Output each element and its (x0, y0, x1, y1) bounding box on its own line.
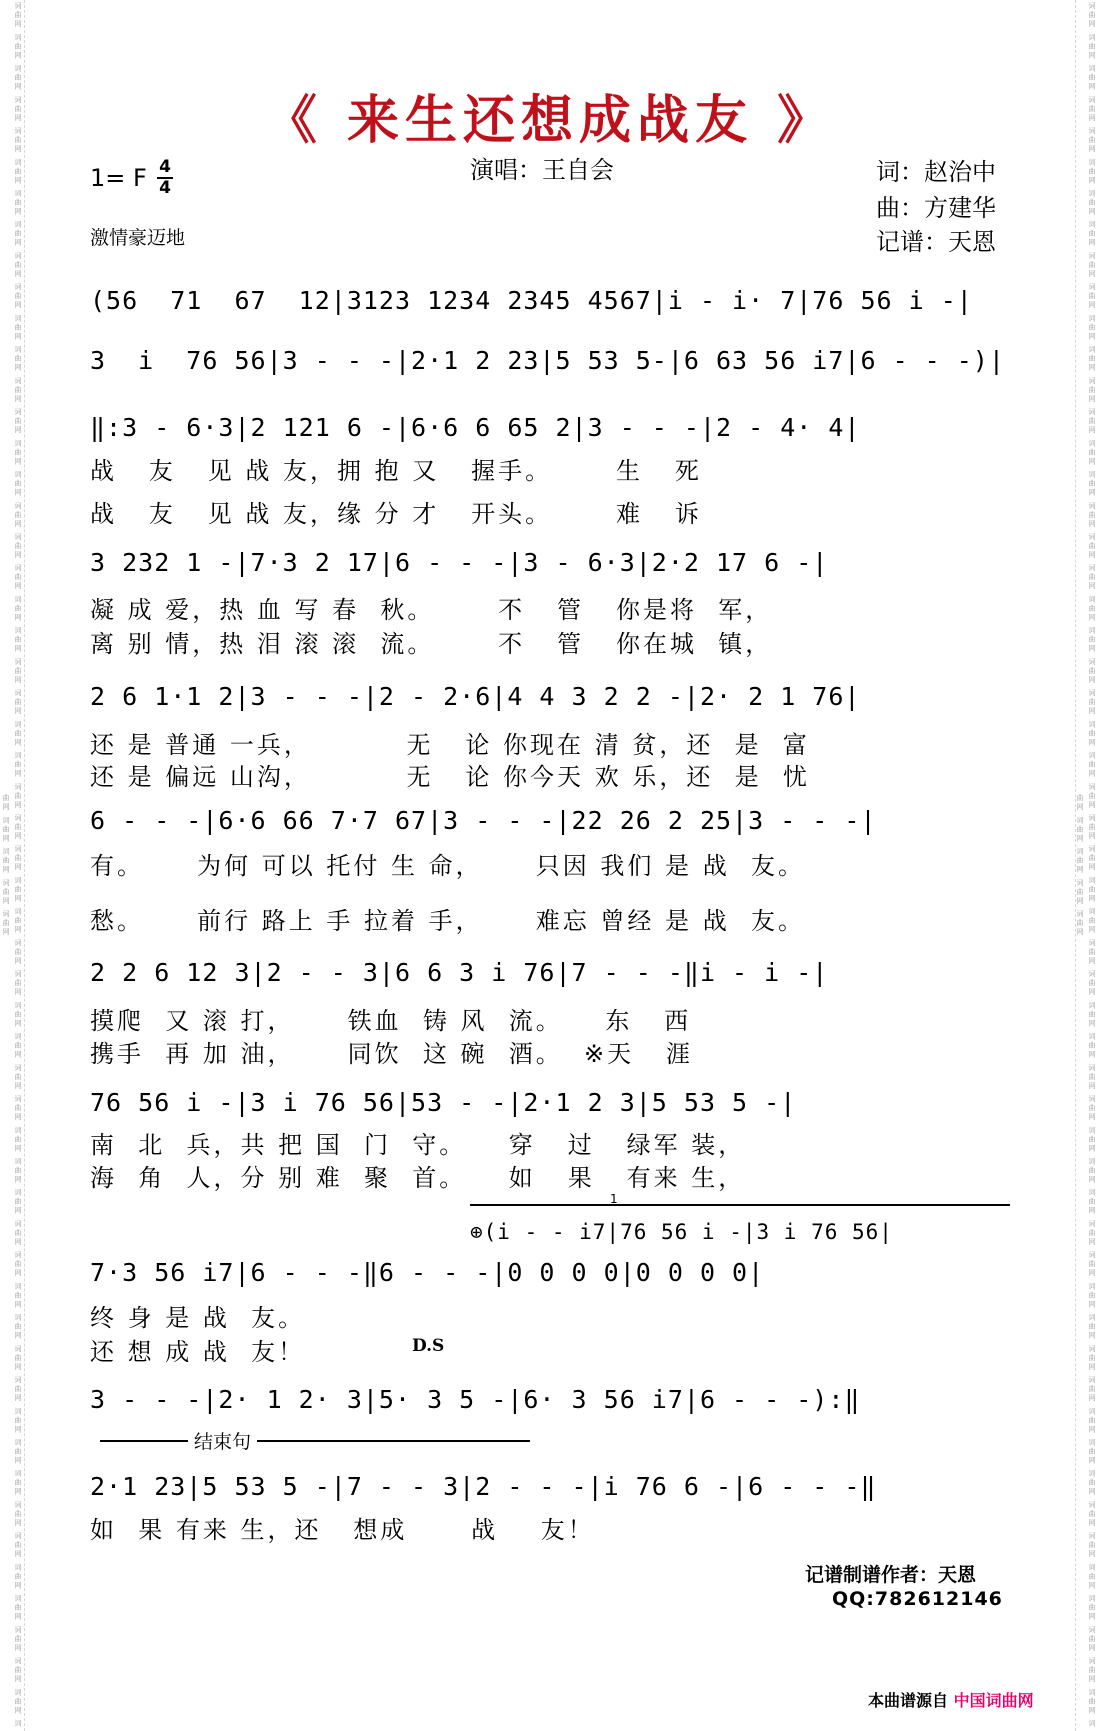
singer-credit: 演唱：王自会 (470, 156, 614, 184)
lyric-line-6b: 愁。 前行 路上 手 拉着 手， 难忘 曾经 是 战 友。 (90, 907, 805, 935)
tempo-marking: 激情豪迈地 (90, 227, 186, 249)
coda-notation-line: ⊕(i - - i7|76 56 i -|3 i 76 56| (470, 1220, 893, 1244)
notation-line-9: 7·3 56 i7|6 - - -‖6 - - -|0 0 0 0|0 0 0 0| (90, 1258, 765, 1287)
notation-line-10: 3 - - -|2· 1 2· 3|5· 3 5 -|6· 3 56 i7|6 - - -):‖ (90, 1385, 861, 1414)
lyric-line-5b: 还 是 偏远 山沟， 无 论 你今天 欢 乐，还 是 忧 (90, 763, 810, 791)
lyric-line-7a: 摸爬 又 滚 打， 铁血 铸 风 流。 东 西 (90, 1007, 692, 1035)
lyric-line-5a: 还 是 普通 一兵， 无 论 你现在 清 贫，还 是 富 (90, 731, 810, 759)
lyric-line-6a: 有。 为何 可以 托付 生 命， 只因 我们 是 战 友。 (90, 852, 805, 880)
notation-line-7: 2 2 6 12 3|2 - - 3|6 6 3 i 76|7 - - -‖i - i -| (90, 958, 829, 987)
score-author-credit: 记谱制谱作者：天恩 (805, 1564, 977, 1586)
ending-phrase-label: 结束句 (188, 1427, 257, 1454)
lyric-line-3a: 战 友 见 战 友，拥 抱 又 握手。 生 死 (90, 457, 702, 485)
source-note (868, 1688, 1034, 1711)
lyric-line-8b: 海 角 人，分 别 难 聚 首。 如 果 有来 生， (90, 1164, 746, 1192)
time-signature (155, 158, 175, 198)
notation-line-1: (56 71 67 12|3123 1234 2345 4567|i - i· 7|76 56 i -| (90, 286, 973, 315)
key-signature: 1= F (90, 164, 147, 192)
notation-line-2: 3 i 76 56|3 - - -|2·1 2 23|5 53 5-|6 63 56 i7|6 - - -)| (90, 346, 1005, 375)
coda-bracket: 1 (470, 1204, 1010, 1220)
right-watermark-strip: 词曲网 词曲网 词曲网 词曲网 词曲网 词曲网 词曲网 词曲网 词曲网 词曲网 词曲网 词曲网 词曲网 词曲网 词曲网 词曲网 词曲网 词曲网 词曲网 词曲网 词曲网 词曲网 词曲网 词曲网 词曲网 词曲网 词曲网 词曲网 词曲网 词曲网 词曲网 词曲网 词曲网 词曲网 词曲网 词曲网 词曲网 词曲网 词曲网 词曲网 词曲网 词曲网 词曲网 词曲网 词曲网 词曲网 词曲网 词曲网 词曲网 词曲网 词曲网 词曲网 词曲网 词曲网 词曲网 词曲网 词曲网 词曲网 词曲网 词曲网 (1075, 0, 1098, 1731)
left-watermark-strip: 词曲网 词曲网 词曲网 词曲网 词曲网 词曲网 词曲网 词曲网 词曲网 词曲网 词曲网 词曲网 词曲网 词曲网 词曲网 词曲网 词曲网 词曲网 词曲网 词曲网 词曲网 词曲网 词曲网 词曲网 词曲网 词曲网 词曲网 词曲网 词曲网 词曲网 词曲网 词曲网 词曲网 词曲网 词曲网 词曲网 词曲网 词曲网 词曲网 词曲网 词曲网 词曲网 词曲网 词曲网 词曲网 词曲网 词曲网 词曲网 词曲网 词曲网 词曲网 词曲网 词曲网 词曲网 词曲网 词曲网 词曲网 词曲网 词曲网 词曲网 (2, 0, 25, 1731)
meter-top: 4 (159, 157, 171, 177)
lyric-line-11: 如 果 有来 生，还 想成 战 友！ (90, 1516, 595, 1544)
transcriber-credit: 记谱：天恩 (876, 228, 996, 256)
ending-phrase-line (100, 1440, 530, 1442)
lyric-line-4a: 凝 成 爱，热 血 写 春 秋。 不 管 你是将 军， (90, 596, 773, 624)
notation-line-6: 6 - - -|6·6 66 7·7 67|3 - - -|22 26 2 25|3 - - -| (90, 806, 877, 835)
lyric-line-4b: 离 别 情，热 泪 滚 滚 流。 不 管 你在城 镇， (90, 630, 773, 658)
meter-bottom: 4 (159, 178, 171, 198)
source-prefix: 本曲谱源自 (868, 1691, 949, 1710)
da-segno-mark: D.S (412, 1336, 445, 1356)
notation-line-5: 2 6 1·1 2|3 - - -|2 - 2·6|4 4 3 2 2 -|2· 2 1 76| (90, 682, 861, 711)
lyric-line-8a: 南 北 兵，共 把 国 门 守。 穿 过 绿军 装， (90, 1131, 746, 1159)
composer-credit: 曲：方建华 (876, 194, 996, 222)
notation-line-8: 76 56 i -|3 i 76 56|53 - -|2·1 2 3|5 53 5 -| (90, 1088, 797, 1117)
lyric-line-9b: 还 想 成 战 友！ (90, 1338, 306, 1366)
author-qq: QQ:782612146 (832, 1588, 1003, 1610)
source-brand-link[interactable]: 中国词曲网 (953, 1691, 1034, 1710)
lyric-line-3b: 战 友 见 战 友，缘 分 才 开头。 难 诉 (90, 500, 702, 528)
notation-line-11: 2·1 23|5 53 5 -|7 - - 3|2 - - -|i 76 6 -|6 - - -‖ (90, 1472, 877, 1501)
lyric-line-9a: 终 身 是 战 友。 (90, 1304, 306, 1332)
notation-line-4: 3 232 1 -|7·3 2 17|6 - - -|3 - 6·3|2·2 17 6 -| (90, 548, 829, 577)
lyric-line-7b: 携手 再 加 油， 同饮 这 碗 酒。 ※天 涯 (90, 1040, 694, 1068)
song-title: 《 来生还想成战友 》 (264, 91, 836, 151)
notation-line-3: ‖:3 - 6·3|2 121 6 -|6·6 6 65 2|3 - - -|2 - 4· 4| (90, 413, 861, 442)
lyricist-credit: 词：赵治中 (876, 158, 996, 186)
